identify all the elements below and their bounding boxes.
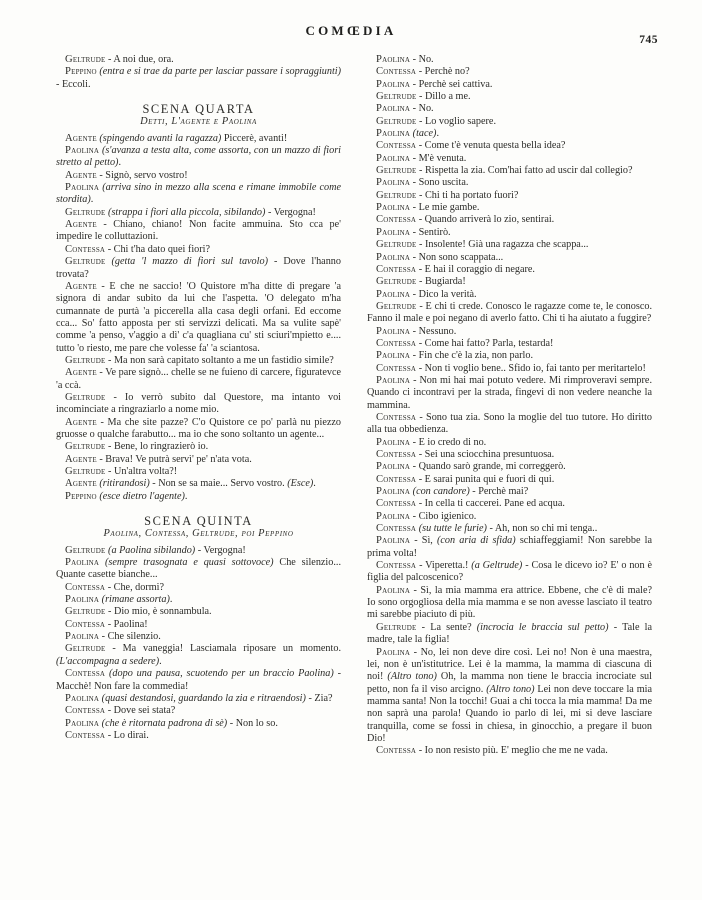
speaker-name: Geltrude	[65, 606, 106, 618]
dialogue-line: Geltrude - Lo voglio sapere.	[376, 115, 496, 127]
dialogue-line: Geltrude - E chi ti crede. Conosco le ragazze come te, le conosco. Fanno il male e poi negano di averlo fatto. Chi ti ha aiutato a fuggire?	[367, 300, 652, 325]
dialogue-line: Agente - Brava! Ve putrà servì' pe' n'ata vota.	[65, 453, 252, 465]
speaker-name: Paolina	[376, 374, 411, 386]
speaker-name: Contessa	[376, 560, 417, 572]
stage-direction: (con candore)	[412, 486, 470, 498]
speaker-name: Paolina	[376, 128, 411, 140]
dialogue-line: Paolina - M'è venuta.	[376, 152, 467, 164]
speaker-name: Paolina	[65, 557, 100, 569]
dialogue-line: Paolina (sempre trasognata e quasi sottovoce) Che silenzio... Quante casette bianche...	[56, 557, 342, 581]
speaker-name: Contessa	[376, 362, 417, 374]
dialogue-line: Paolina - Fin che c'è la zia, non parlo.	[376, 350, 534, 362]
speaker-name: Paolina	[376, 152, 411, 164]
dialogue-line: Geltrude - La sente? (incrocia le braccia sul petto) - Tale la madre, tale la figlia!	[367, 621, 652, 646]
stage-direction: (s'avanza a testa alta, come assorta, con un mazzo di fiori stretto al petto)	[56, 145, 341, 169]
speaker-name: Geltrude	[376, 239, 417, 251]
speaker-name: Contessa	[65, 668, 106, 680]
dialogue-line: Geltrude - Dillo a me.	[376, 91, 471, 103]
running-head	[0, 22, 702, 40]
dialogue-line: Paolina - No, lei non deve dire così. Lei no! Non è una maestra, lei, non è un'istitutrice. Lei è la mamma, la mamma di ciascuna di noi! (Altro tono) Oh, la mamma non tiene le braccia incrociate sul petto, non fa il viso arcigno. (Altro tono) Lei non deve toccare la mia mamma santa! Non la tocchi! Guai a chi tocca la mia mamma! Da me non saprà una parola! Quando io parlo di lei, mi si deve lasciare tranquilla, come se fossi in chiesa, in ginocchio, a pregare il buon Dio!	[367, 646, 652, 744]
speaker-name: Paolina	[65, 717, 100, 729]
dialogue-line: Contessa - Paolina!	[65, 618, 148, 630]
dialogue-line: Paolina (che è ritornata padrona di sè) - Non lo so.	[65, 717, 278, 729]
dialogue-line: Geltrude - Ma non sarà capitato soltanto a me un fastidio simile?	[65, 354, 334, 366]
speaker-name: Contessa	[376, 263, 417, 275]
stage-direction: (ritirandosi)	[99, 478, 150, 490]
speaker-name: Paolina	[65, 631, 100, 643]
speaker-name: Paolina	[376, 54, 411, 65]
speaker-name: Paolina	[65, 182, 100, 194]
speaker-name: Agente	[65, 416, 97, 428]
stage-direction: (entra e si trae da parte per lasciar passare i sopraggiunti)	[99, 66, 342, 78]
speaker-name: Paolina	[376, 226, 411, 238]
stage-direction: (su tutte le furie)	[418, 523, 487, 535]
stage-direction: (spingendo avanti la ragazza)	[99, 132, 222, 144]
speaker-name: Paolina	[376, 461, 411, 473]
speaker-name: Geltrude	[376, 300, 417, 312]
speaker-name: Peppino	[65, 66, 97, 78]
speaker-name: Contessa	[376, 449, 417, 460]
speaker-name: Paolina	[376, 436, 411, 448]
dialogue-line: Paolina (quasi destandosi, guardando la zia e ritraendosi) - Zia?	[65, 692, 333, 704]
speaker-name: Geltrude	[376, 165, 417, 177]
stage-direction: (Esce)	[287, 478, 314, 490]
dialogue-line: Paolina - Non sono scappata...	[376, 251, 504, 263]
dialogue-line: Geltrude - Io verrò subito dal Questore, ma intanto voi incominciate a ringraziarlo a nome mio.	[56, 391, 341, 416]
running-head-title: COMŒDIA	[305, 23, 397, 38]
speaker-name: Contessa	[376, 337, 417, 349]
speaker-name: Paolina	[376, 325, 411, 337]
speaker-name: Contessa	[65, 618, 106, 630]
speaker-name: Contessa	[376, 473, 417, 485]
dialogue-line: Paolina - Che silenzio.	[65, 631, 161, 643]
dialogue-line: Geltrude - Dio mio, è sonnambula.	[65, 606, 212, 618]
dialogue-line: Geltrude - A noi due, ora.	[65, 54, 174, 65]
speaker-name: Geltrude	[65, 466, 106, 477]
speaker-name: Paolina	[65, 145, 100, 157]
stage-direction: (L'accompagna a sedere)	[56, 655, 160, 667]
speaker-name: Geltrude	[376, 621, 417, 633]
speaker-name: Geltrude	[376, 276, 417, 288]
stage-direction: (Altro tono)	[387, 671, 437, 683]
speaker-name: Geltrude	[65, 391, 106, 403]
dialogue-line: Contessa - Sono tua zia. Sono la moglie del tuo tutore. Ho diritto alla tua obbedienza.	[367, 411, 652, 436]
stage-direction: (a Geltrude)	[471, 560, 523, 572]
dialogue-line: Peppino (esce dietro l'agente).	[65, 490, 188, 502]
speaker-name: Contessa	[376, 523, 417, 535]
dialogue-line: Geltrude - Bugiarda!	[376, 276, 466, 288]
dialogue-line: Agente - Ve pare signò... chelle se ne fuieno di carcere, figuratevce 'a ccà.	[56, 367, 341, 391]
dialogue-line: Contessa - Sei una sciocchina presuntuosa.	[376, 449, 555, 460]
dialogue-line: Paolina - No.	[376, 103, 434, 115]
speaker-name: Paolina	[65, 594, 100, 606]
dialogue-line: Paolina - Non mi hai mai potuto vedere. Mi rimproveravi sempre. Quando ci incontravi per la strada, fingevi di non vedere neanche la mammina.	[367, 374, 652, 411]
dialogue-line: Paolina - Sì, la mia mamma era attrice. Ebbene, che c'è di male? Io sono orgogliosa della mia mamma e se non avesse lasciato il teatro mi sarebbe piaciuto di più.	[367, 584, 652, 621]
speaker-name: Contessa	[376, 745, 417, 757]
dialogue-line: Peppino (entra e si trae da parte per lasciar passare i sopraggiunti) - Eccoli.	[56, 66, 342, 90]
stage-direction: (strappa i fiori alla piccola, sibilando)	[108, 206, 266, 218]
speaker-name: Paolina	[376, 177, 411, 189]
speaker-name: Agente	[65, 219, 97, 231]
speaker-name: Agente	[65, 478, 97, 490]
speaker-name: Paolina	[376, 535, 411, 547]
speaker-name: Agente	[65, 280, 97, 292]
speaker-name: Paolina	[376, 288, 411, 300]
dialogue-line: Paolina - Sono uscita.	[376, 177, 469, 189]
speaker-name: Geltrude	[376, 189, 417, 201]
page-number: 745	[639, 34, 658, 46]
stage-direction: (dopo una pausa, scuotendo per un braccio Paolina)	[109, 668, 334, 680]
speaker-name: Agente	[65, 132, 97, 144]
speaker-name: Paolina	[376, 584, 411, 596]
dialogue-line: Geltrude - Ma vaneggia! Lasciamala riposare un momento. (L'accompagna a sedere).	[56, 643, 341, 667]
speaker-name: Contessa	[65, 705, 106, 717]
speaker-name: Geltrude	[65, 206, 106, 218]
stage-direction: (esce dietro l'agente)	[99, 490, 185, 502]
dialogue-line: Contessa (su tutte le furie) - Ah, non so chi mi tenga..	[376, 523, 598, 535]
stage-direction: (con aria di sfida)	[437, 535, 516, 547]
speaker-name: Paolina	[376, 202, 411, 214]
stage-direction: (che è ritornata padrona di sè)	[101, 717, 228, 729]
dialogue-line: Contessa - E hai il coraggio di negare.	[376, 263, 535, 275]
speaker-name: Contessa	[65, 581, 106, 593]
stage-direction: (getta 'l mazzo di fiori sul tavolo)	[111, 256, 268, 268]
speaker-name: Geltrude	[65, 54, 106, 65]
speaker-name: Agente	[65, 453, 97, 465]
speaker-name: Contessa	[376, 66, 417, 78]
stage-direction: (Altro tono)	[486, 683, 535, 695]
dialogue-line: Geltrude - Rispetta la zia. Com'hai fatto ad uscir dal collegio?	[376, 165, 633, 177]
dialogue-line: Paolina - Sentirò.	[376, 226, 451, 238]
speaker-name: Geltrude	[65, 256, 106, 268]
dialogue-line: Agente - E che ne saccio! 'O Quistore m'ha ditte di pregare 'a signora di andar subito da lui che l'aspetta. 'O delegato m'ha cumannate de purtà 'a piccerella alla casa degli orfani. Ed eccome cca... So' fatto apposta per sti servizzi delicati. Ma sa vulite sapè' comme 'a penso, v'aggio a dì' c'a quagliana cu' sti sciuri'mpietto e.... tutto 'o riesto, me pare che volesse fa' 'a sciantosa.	[56, 280, 341, 354]
dialogue-line: Paolina (con candore) - Perchè mai?	[376, 486, 529, 498]
dialogue-line: Contessa - E sarai punita qui e fuori di qui.	[376, 473, 555, 485]
dialogue-line: Contessa - Perchè no?	[376, 66, 470, 78]
speaker-name: Contessa	[376, 140, 417, 152]
speaker-name: Paolina	[376, 510, 411, 522]
dialogue-line: Paolina (arriva sino in mezzo alla scena e rimane immobile come stordita).	[56, 182, 341, 206]
dialogue-line: Geltrude - Bene, lo ringrazierò io.	[65, 441, 209, 453]
dialogue-line: Contessa - Dove sei stata?	[65, 705, 176, 717]
dialogue-line: Contessa - Lo dirai.	[65, 729, 149, 741]
stage-direction: (quasi destandosi, guardando la zia e ritraendosi)	[101, 692, 306, 704]
scene-heading: SCENA QUARTA	[142, 102, 255, 117]
dialogue-line: Paolina - Dico la verità.	[376, 288, 477, 300]
column-left	[56, 54, 341, 874]
speaker-name: Paolina	[376, 103, 411, 115]
speaker-name: Geltrude	[376, 115, 417, 127]
speaker-name: Paolina	[65, 692, 100, 704]
speaker-name: Paolina	[376, 251, 411, 263]
dialogue-line: Paolina (s'avanza a testa alta, come assorta, con un mazzo di fiori stretto al petto).	[56, 145, 341, 169]
dialogue-line: Contessa - Chi t'ha dato quei fiori?	[65, 243, 210, 255]
dialogue-line: Contessa - Quando arriverà lo zio, sentirai.	[376, 214, 555, 226]
speaker-name: Geltrude	[65, 643, 106, 655]
stage-direction: (a Paolina sibilando)	[108, 544, 196, 556]
dialogue-line: Agente (spingendo avanti la ragazza) Piccerè, avanti!	[65, 132, 288, 144]
speaker-name: Agente	[65, 367, 97, 379]
dialogue-line: Contessa - Come t'è venuta questa bella idea?	[376, 140, 566, 152]
dialogue-line: Geltrude (strappa i fiori alla piccola, sibilando) - Vergogna!	[65, 206, 316, 218]
dialogue-line: Geltrude (a Paolina sibilando) - Vergogna!	[65, 544, 246, 556]
dialogue-line: Paolina - Sì, (con aria di sfida) schiaffeggiami! Non sarebbe la prima volta!	[367, 535, 653, 559]
dialogue-line: Paolina - Nessuno.	[376, 325, 457, 337]
dialogue-line: Contessa - Come hai fatto? Parla, testarda!	[376, 337, 554, 349]
dialogue-line: Paolina - No.	[376, 54, 434, 65]
speaker-name: Paolina	[376, 78, 411, 90]
dialogue-line: Paolina (rimane assorta).	[65, 594, 173, 606]
speaker-name: Paolina	[376, 350, 411, 362]
speaker-name: Paolina	[376, 486, 411, 498]
scene-character-list: Paolina, Contessa, Geltrude, poi Peppino	[103, 528, 294, 540]
speaker-name: Contessa	[65, 243, 106, 255]
speaker-name: Geltrude	[376, 91, 417, 103]
speaker-name: Contessa	[376, 411, 417, 423]
dialogue-line: Contessa - Non ti voglio bene.. Sfido io, fai tanto per meritartelo!	[376, 362, 646, 374]
speaker-name: Agente	[65, 169, 97, 181]
stage-direction: (tace)	[412, 128, 437, 140]
dialogue-line: Contessa - Io non resisto più. E' meglio che me ne vada.	[376, 745, 608, 757]
dialogue-line: Contessa - Che, dormi?	[65, 581, 165, 593]
dialogue-line: Contessa - Viperetta.! (a Geltrude) - Cosa le dicevo io? E' o non è figlia del palcoscenico?	[367, 560, 653, 584]
speaker-name: Contessa	[65, 729, 106, 741]
dialogue-line: Paolina (tace).	[376, 128, 439, 140]
dialogue-line: Agente - Ma che site pazze? C'o Quistore ce po' parlà nu piezzo gruosse o qualche farabutto... ma io che sono soltanto un agente...	[56, 416, 341, 440]
dialogue-line: Geltrude - Chi ti ha portato fuori?	[376, 189, 519, 201]
speaker-name: Geltrude	[65, 354, 106, 366]
dialogue-line: Geltrude (getta 'l mazzo di fiori sul tavolo) - Dove l'hanno trovata?	[56, 256, 341, 280]
speaker-name: Contessa	[376, 498, 417, 510]
scene-character-list: Detti, L'agente e Paolina	[140, 116, 257, 128]
stage-direction: (sempre trasognata e quasi sottovoce)	[105, 557, 274, 569]
dialogue-line: Paolina - Quando sarò grande, mi correggerò.	[376, 461, 566, 473]
dialogue-line: Geltrude - Insolente! Già una ragazza che scappa...	[376, 239, 589, 251]
stage-direction: (incrocia le braccia sul petto)	[476, 621, 609, 633]
dialogue-line: Agente - Signò, servo vostro!	[65, 169, 188, 181]
speaker-name: Geltrude	[65, 544, 106, 556]
dialogue-line: Agente (ritirandosi) - Non se sa maie... Servo vostro. (Esce).	[65, 478, 316, 490]
dialogue-line: Contessa - In cella ti caccerei. Pane ed acqua.	[376, 498, 565, 510]
speaker-name: Paolina	[376, 646, 411, 658]
stage-direction: (rimane assorta)	[101, 594, 170, 606]
speaker-name: Geltrude	[65, 441, 106, 453]
stage-direction: (arriva sino in mezzo alla scena e rimane immobile come stordita)	[56, 182, 341, 206]
dialogue-line: Paolina - E io credo di no.	[376, 436, 487, 448]
dialogue-line: Paolina - Cibo igienico.	[376, 510, 477, 522]
text-columns	[56, 54, 652, 874]
dialogue-line: Geltrude - Un'altra volta?!	[65, 466, 178, 477]
dialogue-line: Contessa (dopo una pausa, scuotendo per un braccio Paolina) - Macchè! Non fare la commedia!	[56, 668, 342, 692]
column-right	[367, 54, 652, 874]
dialogue-line: Paolina - Le mie gambe.	[376, 202, 480, 214]
dialogue-line: Paolina - Perchè sei cattiva.	[376, 78, 493, 90]
speaker-name: Contessa	[376, 214, 417, 226]
scene-heading: SCENA QUINTA	[144, 514, 253, 529]
dialogue-line: Agente - Chiano, chiano! Non facite ammuina. Sto cca pe' impedire le colluttazioni.	[56, 219, 341, 243]
speaker-name: Peppino	[65, 490, 97, 502]
